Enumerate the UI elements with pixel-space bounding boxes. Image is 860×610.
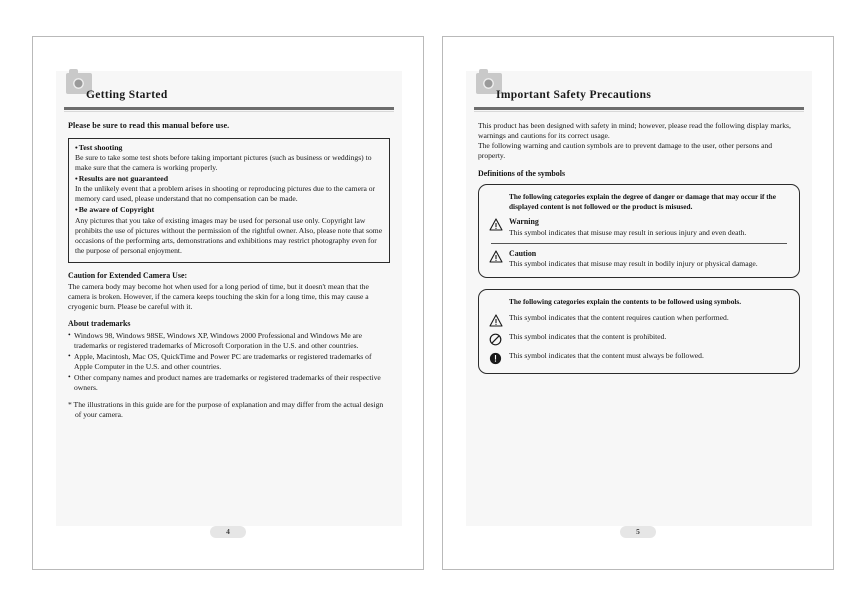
list-item: • Windows 98, Windows 98SE, Windows XP, Windows 2000 Professional and Windows Me are trademarks or registered trademarks of Microsoft Corporation in the U.S. and other countries. xyxy=(68,331,390,351)
prohibited-icon xyxy=(489,332,509,346)
callout-title: The following categories explain the contents to be followed using symbols. xyxy=(509,297,742,307)
mandatory-exclamation-icon xyxy=(489,351,509,365)
warning-triangle-icon xyxy=(489,249,509,263)
notice-body: Any pictures that you take of existing images may be used for personal use only. Copyright law prohibits the use of pictures without the permission of the rightful owner. Also, please note that some occasions of the performing arts, demonstrations and exhibitions may restrict photography even for the purpose of personal enjoyment. xyxy=(75,215,383,255)
section-body: The camera body may become hot when used for a long period of time, but it doesn't mean that the camera is broken. However, if the camera keeps touching the skin for a long time, this may cause a cryogenic burn. Please be careful with it. xyxy=(68,282,369,312)
symbol-description: This symbol indicates that the content requires caution when performed. xyxy=(509,312,729,322)
symbol-entry-prohibited xyxy=(489,332,789,346)
notice-body: In the unlikely event that a problem arises in shooting or reproducing pictures due to the camera or memory card used, please understand that no compensation can be made. xyxy=(75,184,376,204)
section-heading: About trademarks xyxy=(68,319,131,329)
page-left-sheet xyxy=(56,71,402,526)
symbol-entry-text xyxy=(509,313,789,323)
notice-block xyxy=(75,205,383,255)
page-title: Important Safety Precautions xyxy=(496,88,652,101)
divider xyxy=(491,243,787,244)
page-right-sheet xyxy=(466,71,812,526)
warning-triangle-icon xyxy=(489,217,509,231)
page-left-body xyxy=(56,112,402,420)
warning-triangle-icon xyxy=(489,313,509,327)
lead-statement: Please be sure to read this manual before use. xyxy=(68,121,230,130)
danger-definitions-box xyxy=(478,184,800,278)
header-rule xyxy=(474,107,804,110)
symbol-description: This symbol indicates that misuse may result in serious injury and even death. xyxy=(509,227,747,237)
symbol-description: This symbol indicates that the content must always be followed. xyxy=(509,350,704,360)
header-rule xyxy=(64,107,394,110)
symbol-entry-text xyxy=(509,249,789,269)
symbol-label: Caution xyxy=(509,248,537,258)
page-left xyxy=(32,36,424,570)
trademark-list xyxy=(68,331,390,393)
symbol-description: This symbol indicates that misuse may result in bodily injury or physical damage. xyxy=(509,259,758,269)
trademarks-section xyxy=(68,319,390,393)
symbol-entry-caution xyxy=(489,249,789,269)
page-right-body xyxy=(466,112,812,374)
notice-heading: • Results are not guaranteed xyxy=(75,174,168,183)
contents-definitions-box xyxy=(478,289,800,373)
symbol-entry-caution-required xyxy=(489,313,789,327)
notice-block xyxy=(75,143,383,173)
page-left-header xyxy=(56,71,402,103)
page-right-header xyxy=(466,71,812,103)
page-number-badge: 4 xyxy=(210,526,246,538)
definitions-heading: Definitions of the symbols xyxy=(478,169,566,179)
symbol-entry-warning xyxy=(489,217,789,237)
symbol-label: Warning xyxy=(509,217,539,227)
notice-block xyxy=(75,174,383,204)
list-item: • Other company names and product names are trademarks or registered trademarks of their respective owners. xyxy=(68,373,390,393)
page-number-badge: 5 xyxy=(620,526,656,538)
symbol-description: This symbol indicates that the content is prohibited. xyxy=(509,331,667,341)
page-right xyxy=(442,36,834,570)
footnote: * The illustrations in this guide are for the purpose of explanation and may differ from the actual design of your camera. xyxy=(68,399,384,419)
list-item: • Apple, Macintosh, Mac OS, QuickTime and Power PC are trademarks or registered trademarks of Apple Computer in the U.S. and other countries. xyxy=(68,352,390,372)
notice-heading: • Be aware of Copyright xyxy=(75,205,154,214)
intro-paragraph: This product has been designed with safety in mind; however, please read the following display marks, warnings and cautions for its correct usage. xyxy=(478,121,791,141)
boxed-notices xyxy=(68,138,390,263)
symbol-entry-text xyxy=(509,217,789,237)
section-heading: Caution for Extended Camera Use: xyxy=(68,270,188,280)
extended-use-section xyxy=(68,271,390,312)
symbol-entry-text xyxy=(509,332,789,342)
symbol-entry-text xyxy=(509,351,789,361)
notice-body: Be sure to take some test shots before taking important pictures (such as business or weddings) to make sure that the camera is working properly. xyxy=(75,152,372,172)
page-title: Getting Started xyxy=(86,88,168,101)
callout-title: The following categories explain the degree of danger or damage that may occur if the displayed content is not followed or the product is misused. xyxy=(509,192,776,211)
notice-heading: • Test shooting xyxy=(75,143,122,152)
intro-paragraph: The following warning and caution symbols are to prevent damage to the user, other persons and property. xyxy=(478,141,773,161)
symbol-entry-mandatory xyxy=(489,351,789,365)
